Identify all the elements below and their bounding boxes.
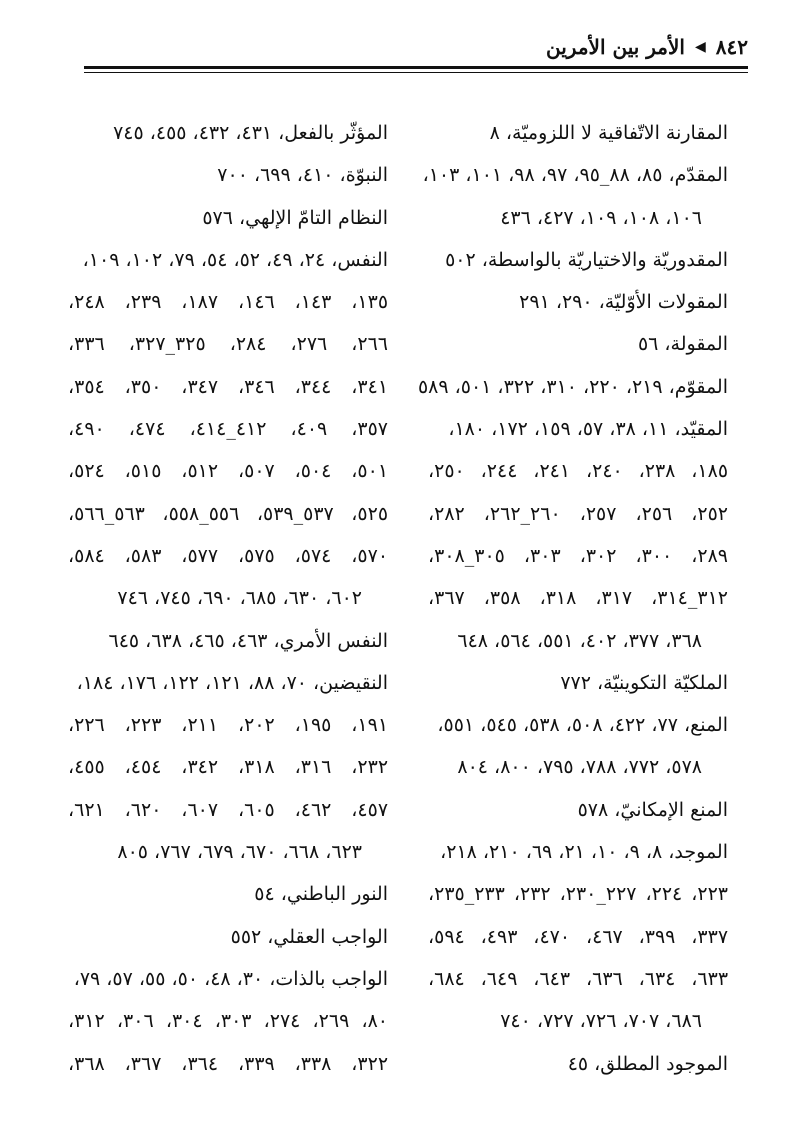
index-entry-line: ٥٧٠، ٥٧٤، ٥٧٥، ٥٧٧، ٥٨٣، ٥٨٤، bbox=[68, 544, 389, 567]
index-column-left bbox=[68, 112, 388, 1085]
index-entry-line: ٦٣٣، ٦٣٤، ٦٣٦، ٦٤٣، ٦٤٩، ٦٨٤، bbox=[428, 967, 729, 990]
index-entry-line: ١٣٥، ١٤٣، ١٤٦، ١٨٧، ٢٣٩، ٢٤٨، bbox=[68, 291, 389, 314]
index-entry-line: ٤٥٧، ٤٦٢، ٦٠٥، ٦٠٧، ٦٢٠، ٦٢١، bbox=[68, 798, 389, 821]
index-entry-line: ٢٦٦، ٢٧٦، ٢٨٤، ٣٢٥_٣٢٧، ٣٣٦، bbox=[68, 333, 389, 356]
index-entry-line: ٥٠١، ٥٠٤، ٥٠٧، ٥١٢، ٥١٥، ٥٢٤، bbox=[68, 460, 389, 483]
index-entry-line: ٣٦٨، ٣٧٧، ٤٠٢، ٥٥١، ٥٦٤، ٦٤٨ bbox=[457, 629, 702, 652]
running-title: الأمر بين الأمرين bbox=[546, 35, 685, 59]
index-entry-line: ١٨٥، ٢٣٨، ٢٤٠، ٢٤١، ٢٤٤، ٢٥٠، bbox=[428, 460, 729, 483]
header-rule-thin bbox=[84, 72, 748, 73]
index-entry-line: المنع الإمكانيّ، ٥٧٨ bbox=[577, 798, 728, 821]
index-entry-line: النفس الأمري، ٤٦٣، ٤٦٥، ٦٣٨، ٦٤٥ bbox=[108, 629, 388, 652]
index-entry-line: المقوّم، ٢١٩، ٢٢٠، ٣١٠، ٣٢٢، ٥٠١، ٥٨٩ bbox=[417, 375, 728, 398]
index-entry-line: المقدّم، ٨٥، ٨٨_٩٥، ٩٧، ٩٨، ١٠١، ١٠٣، bbox=[422, 164, 728, 187]
index-entry-line: ٢٥٢، ٢٥٦، ٢٥٧، ٢٦٠_٢٦٢، ٢٨٢، bbox=[428, 502, 729, 525]
index-entry-line: الواجب بالذات، ٣٠، ٤٨، ٥٠، ٥٥، ٥٧، ٧٩، bbox=[73, 967, 388, 990]
index-entry-line: المنع، ٧٧، ٤٢٢، ٥٠٨، ٥٣٨، ٥٤٥، ٥٥١، bbox=[437, 714, 728, 737]
index-entry-line: ١٩١، ١٩٥، ٢٠٢، ٢١١، ٢٢٣، ٢٢٦، bbox=[68, 714, 389, 737]
header-rule bbox=[84, 66, 748, 69]
index-entry-line: المقيّد، ١١، ٣٨، ٥٧، ١٥٩، ١٧٢، ١٨٠، bbox=[448, 418, 728, 441]
index-column-right bbox=[417, 112, 729, 1085]
index-entry-line: ٣٤١، ٣٤٤، ٣٤٦، ٣٤٧، ٣٥٠، ٣٥٤، bbox=[68, 375, 389, 398]
index-entry-line: ١٠٦، ١٠٨، ١٠٩، ٤٢٧، ٤٣٦ bbox=[500, 206, 702, 229]
index-entry-line: النظام التامّ الإلهي، ٥٧٦ bbox=[202, 206, 388, 229]
index-entry-line: ٣٢٢، ٣٣٨، ٣٣٩، ٣٦٤، ٣٦٧، ٣٦٨، bbox=[68, 1052, 389, 1075]
index-entry-line: الملكيّة التكوينيّة، ٧٧٢ bbox=[560, 671, 728, 694]
arrow-icon: ◀ bbox=[694, 39, 706, 55]
index-entry-line: المقولات الأوّليّة، ٢٩٠، ٢٩١ bbox=[519, 291, 728, 314]
index-entry-line: ٣٥٧، ٤٠٩، ٤١٢_٤١٤، ٤٧٤، ٤٩٠، bbox=[68, 418, 389, 441]
index-entry-line: المقدوريّة والاختياريّة بالواسطة، ٥٠٢ bbox=[445, 248, 728, 271]
index-entry-line: ٢٢٣، ٢٢٤، ٢٢٧_٢٣٠، ٢٣٢، ٢٣٣_٢٣٥، bbox=[428, 883, 729, 906]
index-entry-line: ٥٧٨، ٧٧٢، ٧٨٨، ٧٩٥، ٨٠٠، ٨٠٤ bbox=[457, 756, 702, 779]
index-entry-line: ٦٠٢، ٦٣٠، ٦٨٥، ٦٩٠، ٧٤٥، ٧٤٦ bbox=[117, 587, 362, 610]
index-entry-line: ٥٢٥، ٥٣٧_٥٣٩، ٥٥٦_٥٥٨، ٥٦٣_٥٦٦، bbox=[68, 502, 389, 525]
index-entry-line: الموجد، ٨، ٩، ١٠، ٢١، ٦٩، ٢١٠، ٢١٨، bbox=[440, 841, 728, 864]
index-entry-line: الواجب العقلي، ٥٥٢ bbox=[230, 925, 388, 948]
page-number: ٨٤٢ bbox=[715, 35, 748, 59]
index-entry-line: ٢٨٩، ٣٠٠، ٣٠٢، ٣٠٣، ٣٠٥_٣٠٨، bbox=[428, 544, 729, 567]
index-entry-line: ٦٨٦، ٧٠٧، ٧٢٦، ٧٢٧، ٧٤٠ bbox=[500, 1010, 702, 1033]
index-entry-line: ٣١٢_٣١٤، ٣١٧، ٣١٨، ٣٥٨، ٣٦٧، bbox=[428, 587, 729, 610]
index-entry-line: المقارنة الاتّفاقية لا اللزوميّة، ٨ bbox=[489, 122, 728, 144]
index-entry-line: ٣٣٧، ٣٩٩، ٤٦٧، ٤٧٠، ٤٩٣، ٥٩٤، bbox=[428, 925, 729, 948]
index-entry-line: النفس، ٢٤، ٤٩، ٥٢، ٥٤، ٧٩، ١٠٢، ١٠٩، bbox=[82, 248, 388, 271]
index-entry-line: النبوّة، ٤١٠، ٦٩٩، ٧٠٠ bbox=[217, 164, 388, 187]
index-entry-line: ٢٣٢، ٣١٦، ٣١٨، ٣٤٢، ٤٥٤، ٤٥٥، bbox=[68, 756, 389, 779]
index-entry-line: المؤثّر بالفعل، ٤٣١، ٤٣٢، ٤٥٥، ٧٤٥ bbox=[113, 122, 388, 144]
index-entry-line: الموجود المطلق، ٤٥ bbox=[567, 1052, 728, 1075]
index-entry-line: النقيضين، ٧٠، ٨٨، ١٢١، ١٢٢، ١٧٦، ١٨٤، bbox=[76, 671, 388, 694]
index-entry-line: ٨٠، ٢٦٩، ٢٧٤، ٣٠٣، ٣٠٤، ٣٠٦، ٣١٢، bbox=[68, 1010, 388, 1033]
index-entry-line: المقولة، ٥٦ bbox=[637, 333, 728, 356]
running-header bbox=[84, 30, 748, 64]
index-entry-line: ٦٢٣، ٦٦٨، ٦٧٠، ٦٧٩، ٧٦٧، ٨٠٥ bbox=[117, 841, 362, 864]
index-entry-line: النور الباطني، ٥٤ bbox=[254, 883, 388, 906]
